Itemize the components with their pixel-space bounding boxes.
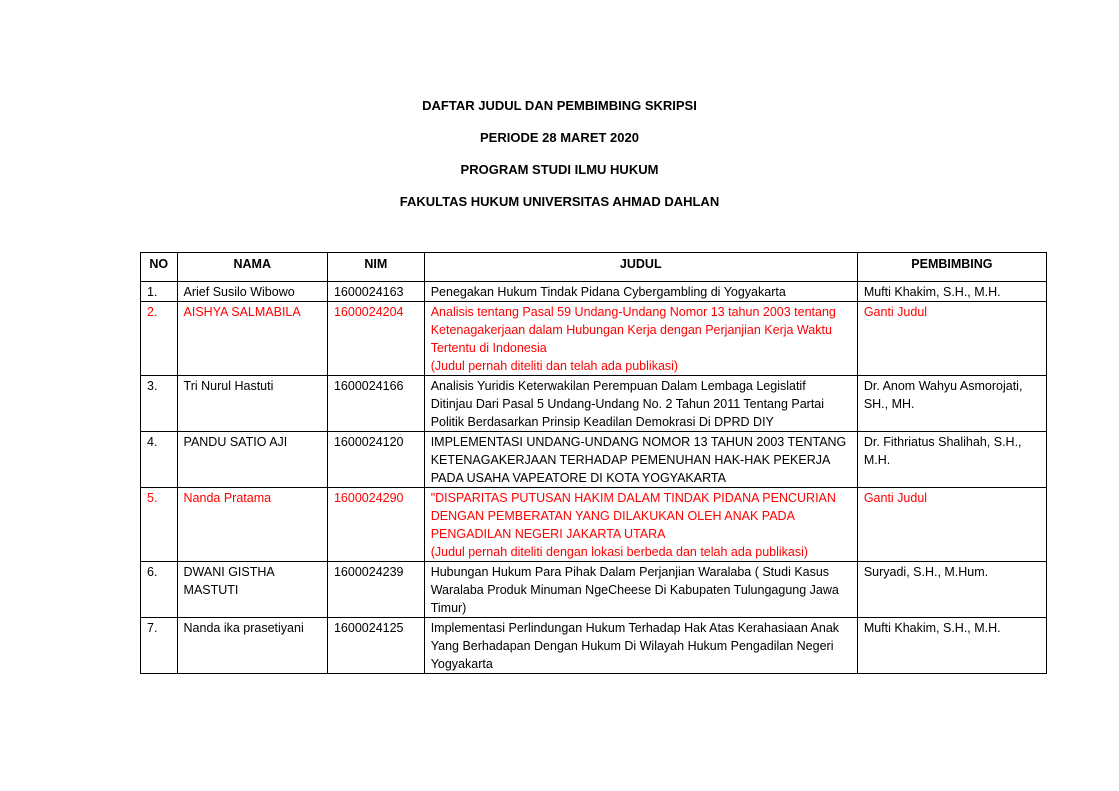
table-row xyxy=(141,562,1047,618)
cell-pembimbing: Suryadi, S.H., M.Hum. xyxy=(857,562,1046,618)
cell-pembimbing: Dr. Anom Wahyu Asmorojati, SH., MH. xyxy=(857,376,1046,432)
judul-note: (Judul pernah diteliti dan telah ada publikasi) xyxy=(430,359,679,373)
cell-judul xyxy=(424,302,857,376)
cell-judul xyxy=(424,432,857,488)
judul-text: Analisis tentang Pasal 59 Undang-Undang Nomor 13 tahun 2003 tentang Ketenagakerjaan dalam Hubungan Kerja dengan Perjanjian Kerja Waktu Tertentu di Indonesia xyxy=(430,305,836,355)
column-header-judul: JUDUL xyxy=(424,253,857,282)
doc-faculty: FAKULTAS HUKUM UNIVERSITAS AHMAD DAHLAN xyxy=(399,194,720,209)
judul-text: Implementasi Perlindungan Hukum Terhadap Hak Atas Kerahasiaan Anak Yang Berhadapan Dengan Hukum Di Wilayah Hukum Pengadilan Negeri Yogyakarta xyxy=(430,621,840,671)
cell-no: 4. xyxy=(141,432,178,488)
cell-nim: 1600024166 xyxy=(327,376,424,432)
cell-nim: 1600024125 xyxy=(327,618,424,674)
column-header-nama: NAMA xyxy=(177,253,327,282)
cell-judul xyxy=(424,488,857,562)
doc-program: PROGRAM STUDI ILMU HUKUM xyxy=(460,162,659,177)
cell-pembimbing: Mufti Khakim, S.H., M.H. xyxy=(857,618,1046,674)
table-row xyxy=(141,302,1047,376)
cell-nama: Tri Nurul Hastuti xyxy=(177,376,327,432)
table-row xyxy=(141,488,1047,562)
cell-nama: Arief Susilo Wibowo xyxy=(177,282,327,302)
cell-no: 5. xyxy=(141,488,178,562)
doc-period: PERIODE 28 MARET 2020 xyxy=(480,130,639,145)
thesis-table xyxy=(140,252,1047,674)
cell-no: 1. xyxy=(141,282,178,302)
cell-pembimbing: Ganti Judul xyxy=(857,488,1046,562)
cell-judul xyxy=(424,282,857,302)
cell-judul xyxy=(424,562,857,618)
table-header-row xyxy=(141,253,1047,282)
judul-text: Hubungan Hukum Para Pihak Dalam Perjanjian Waralaba ( Studi Kasus Waralaba Produk Minuman NgeCheese Di Kabupaten Tulungagung Jawa Timur) xyxy=(430,565,839,615)
cell-pembimbing: Ganti Judul xyxy=(857,302,1046,376)
column-header-nim: NIM xyxy=(327,253,424,282)
document-header xyxy=(0,96,1119,224)
cell-nim: 1600024163 xyxy=(327,282,424,302)
cell-judul xyxy=(424,618,857,674)
table-row xyxy=(141,376,1047,432)
table-row xyxy=(141,432,1047,488)
cell-nim: 1600024239 xyxy=(327,562,424,618)
cell-nim: 1600024120 xyxy=(327,432,424,488)
cell-nama: AISHYA SALMABILA xyxy=(177,302,327,376)
judul-note: (Judul pernah diteliti dengan lokasi berbeda dan telah ada publikasi) xyxy=(430,545,809,559)
cell-nama: DWANI GISTHA MASTUTI xyxy=(177,562,327,618)
cell-judul xyxy=(424,376,857,432)
cell-nama: Nanda ika prasetiyani xyxy=(177,618,327,674)
table-row xyxy=(141,618,1047,674)
judul-text: Penegakan Hukum Tindak Pidana Cybergambling di Yogyakarta xyxy=(430,285,786,299)
doc-title: DAFTAR JUDUL DAN PEMBIMBING SKRIPSI xyxy=(422,98,697,113)
cell-no: 7. xyxy=(141,618,178,674)
cell-no: 3. xyxy=(141,376,178,432)
judul-text: Analisis Yuridis Keterwakilan Perempuan Dalam Lembaga Legislatif Ditinjau Dari Pasal 5 Undang-Undang No. 2 Tahun 2011 Tentang Partai Politik Berdasarkan Prinsip Keadilan Demokrasi Di DPRD DIY xyxy=(430,379,825,429)
cell-nim: 1600024290 xyxy=(327,488,424,562)
judul-text: IMPLEMENTASI UNDANG-UNDANG NOMOR 13 TAHUN 2003 TENTANG KETENAGAKERJAAN TERHADAP PEMENUHAN HAK-HAK PEKERJA PADA USAHA VAPEATORE DI KOTA YOGYAKARTA xyxy=(430,435,847,485)
table-row xyxy=(141,282,1047,302)
column-header-pembimbing: PEMBIMBING xyxy=(857,253,1046,282)
cell-pembimbing: Dr. Fithriatus Shalihah, S.H., M.H. xyxy=(857,432,1046,488)
cell-no: 2. xyxy=(141,302,178,376)
cell-nama: PANDU SATIO AJI xyxy=(177,432,327,488)
cell-nama: Nanda Pratama xyxy=(177,488,327,562)
judul-text: "DISPARITAS PUTUSAN HAKIM DALAM TINDAK PIDANA PENCURIAN DENGAN PEMBERATAN YANG DILAKUKAN OLEH ANAK PADA PENGADILAN NEGERI JAKARTA UTARA xyxy=(430,491,836,541)
cell-nim: 1600024204 xyxy=(327,302,424,376)
cell-pembimbing: Mufti Khakim, S.H., M.H. xyxy=(857,282,1046,302)
cell-no: 6. xyxy=(141,562,178,618)
column-header-no: NO xyxy=(141,253,178,282)
